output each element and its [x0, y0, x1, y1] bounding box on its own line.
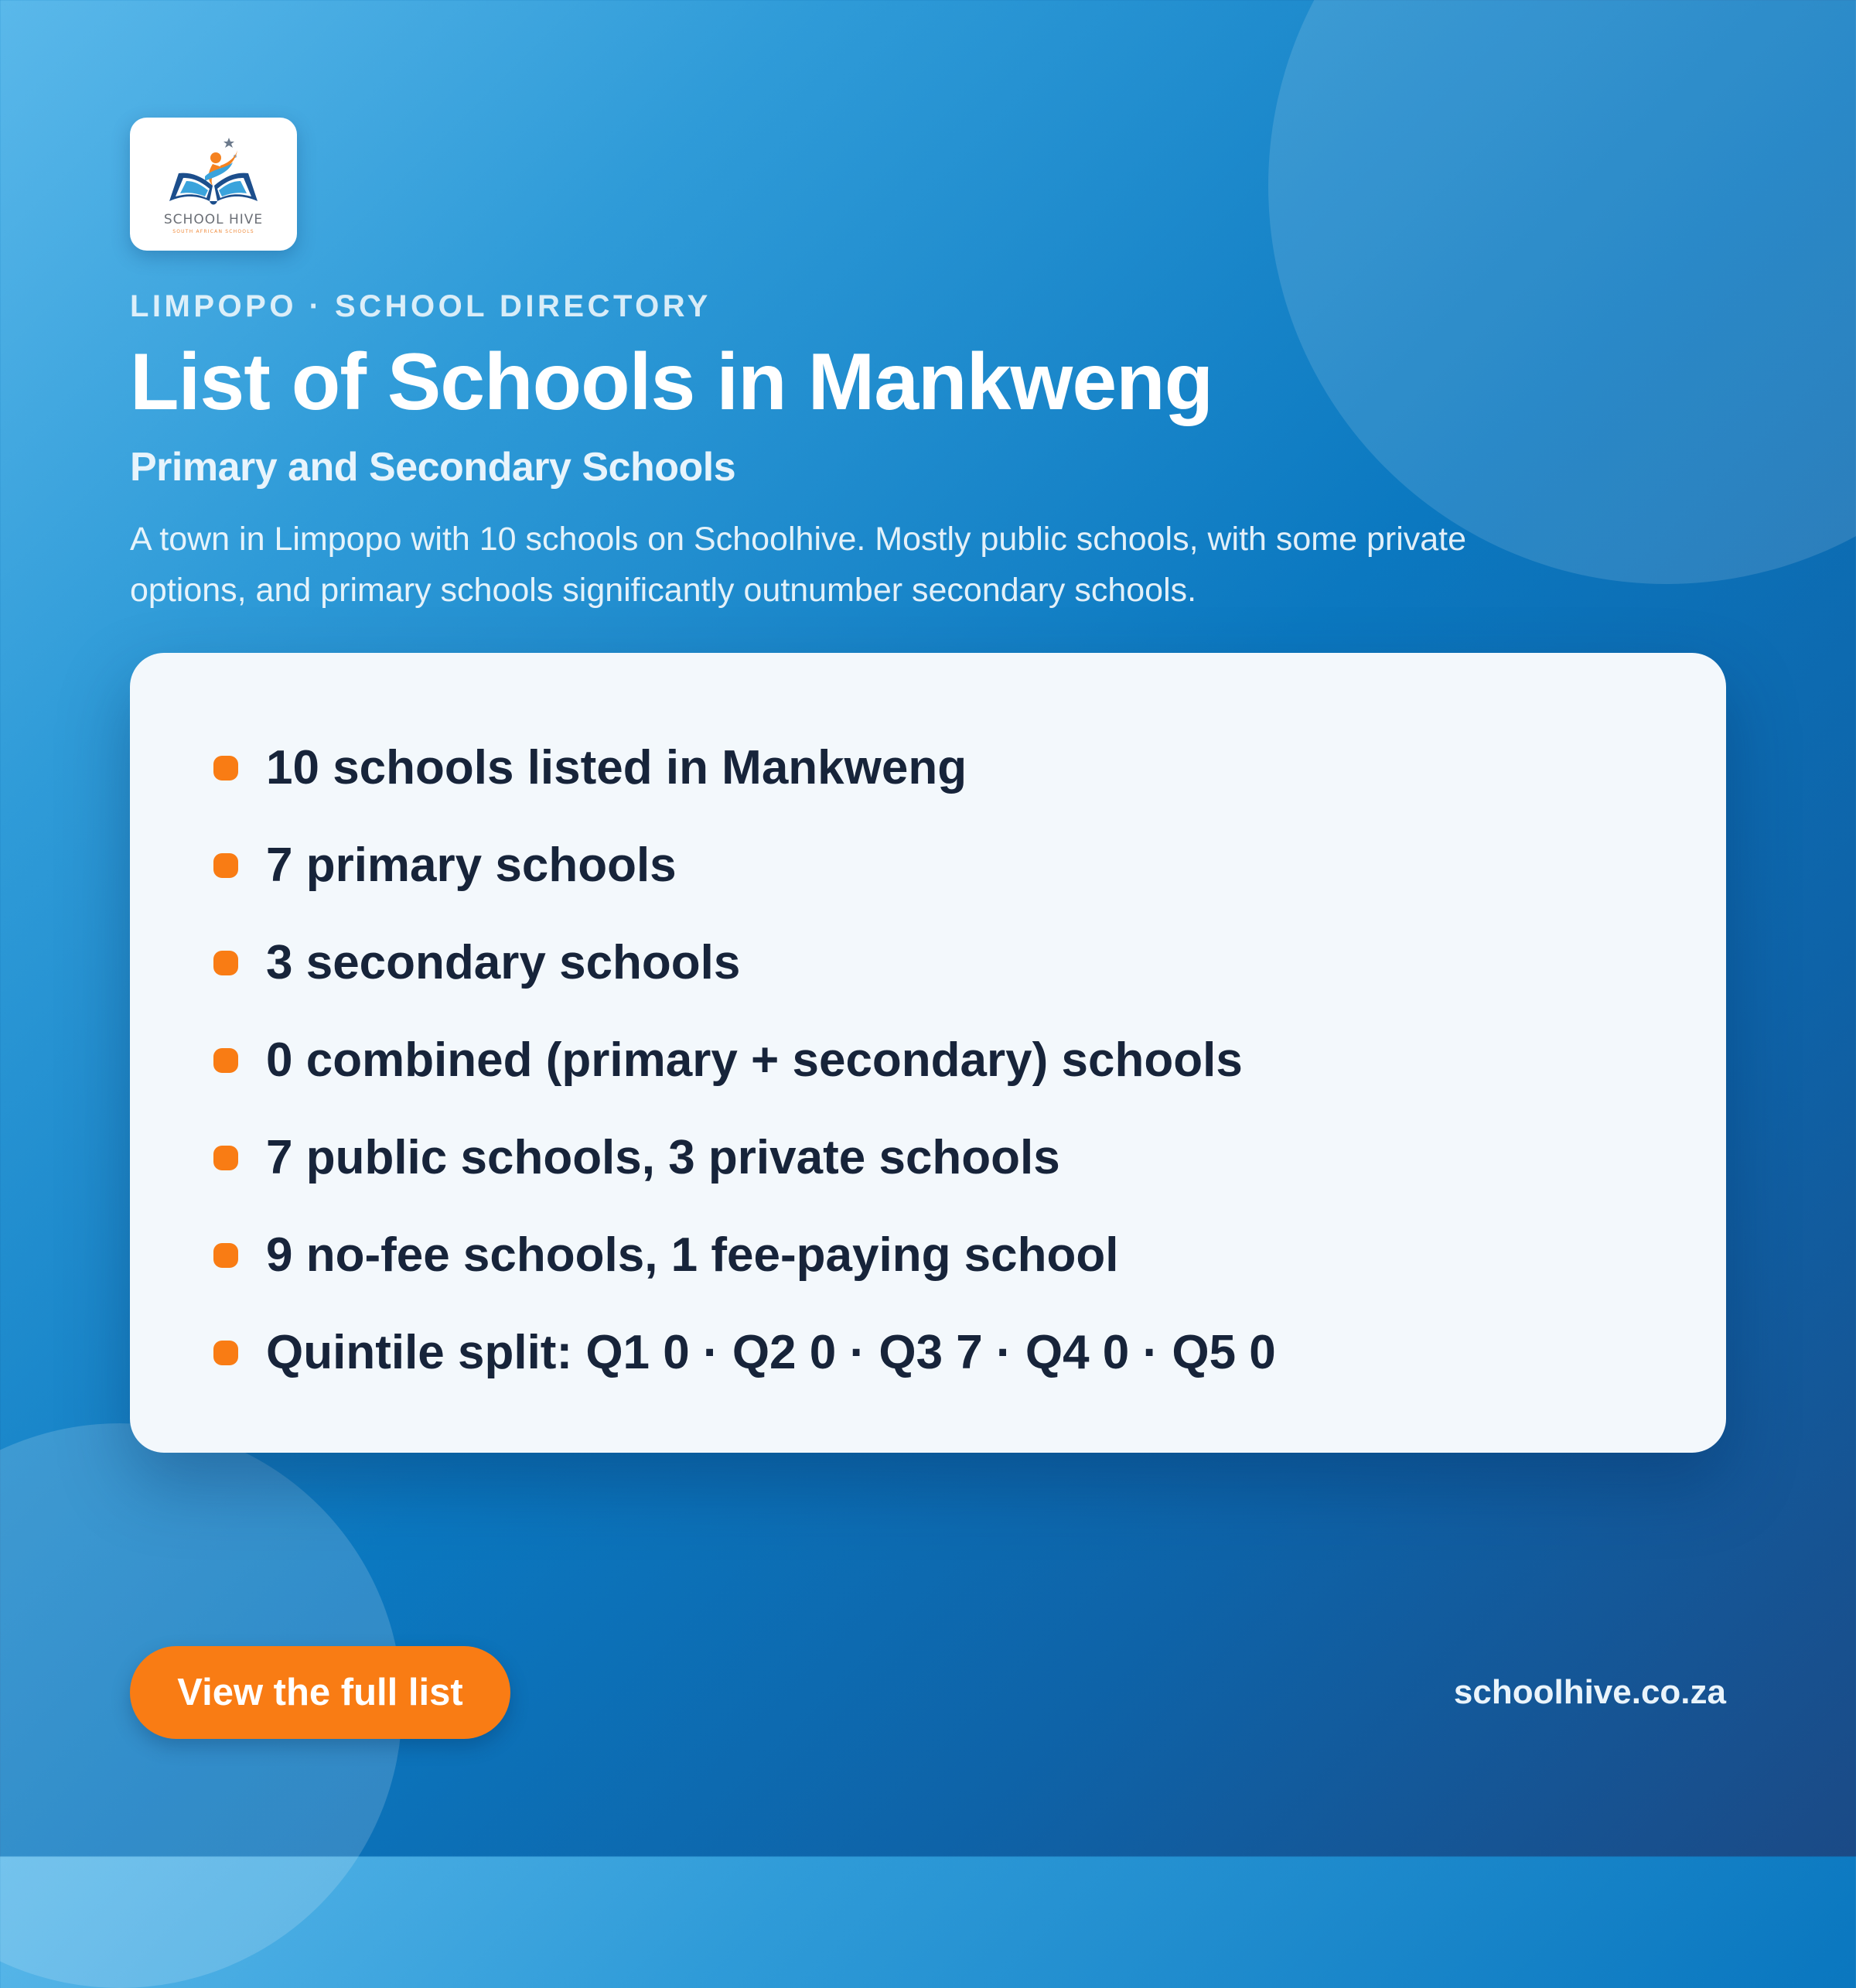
- school-hive-logo: [130, 118, 297, 251]
- stat-item-public-private: [213, 1109, 1276, 1207]
- stat-item-quintile: [213, 1304, 1276, 1402]
- open-book-with-graduate-icon: [155, 135, 271, 212]
- bullet-icon: [213, 951, 238, 975]
- bullet-icon: [213, 853, 238, 878]
- page-subtitle: Primary and Secondary Schools: [130, 445, 736, 490]
- stat-text: 7 public schools, 3 private schools: [266, 1131, 1060, 1184]
- stat-text: 10 schools listed in Mankweng: [266, 741, 967, 794]
- stat-text: 7 primary schools: [266, 839, 677, 892]
- logo-tagline: SOUTH AFRICAN SCHOOLS: [172, 228, 254, 234]
- stats-card: [130, 653, 1726, 1453]
- bullet-icon: [213, 1146, 238, 1170]
- decorative-circle-top-right: [1268, 0, 1856, 584]
- logo-wordmark: SCHOOL HIVE: [163, 211, 264, 227]
- bullet-icon: [213, 1048, 238, 1073]
- bullet-icon: [213, 756, 238, 781]
- bullet-icon: [213, 1341, 238, 1365]
- bullet-icon: [213, 1243, 238, 1268]
- stat-item-secondary: [213, 914, 1276, 1012]
- view-full-list-button[interactable]: View the full list: [130, 1646, 510, 1739]
- stat-item-primary: [213, 817, 1276, 914]
- eyebrow-label: LIMPOPO · SCHOOL DIRECTORY: [130, 289, 711, 323]
- stat-text: Quintile split: Q1 0 · Q2 0 · Q3 7 · Q4 0 · Q5 0: [266, 1326, 1276, 1379]
- page-description: A town in Limpopo with 10 schools on Schoolhive. Mostly public schools, with some private options, and primary schools significantly outnumber secondary schools.: [130, 521, 1467, 609]
- stat-item-total-schools: [213, 719, 1276, 817]
- site-url-link[interactable]: schoolhive.co.za: [1453, 1673, 1726, 1711]
- stat-item-fees: [213, 1207, 1276, 1304]
- stat-text: 3 secondary schools: [266, 936, 741, 989]
- stat-item-combined: [213, 1012, 1276, 1109]
- stats-list: [213, 719, 1276, 1402]
- stat-text: 0 combined (primary + secondary) schools: [266, 1033, 1243, 1087]
- page-title: List of Schools in Mankweng: [130, 337, 1213, 427]
- stat-text: 9 no-fee schools, 1 fee-paying school: [266, 1228, 1119, 1282]
